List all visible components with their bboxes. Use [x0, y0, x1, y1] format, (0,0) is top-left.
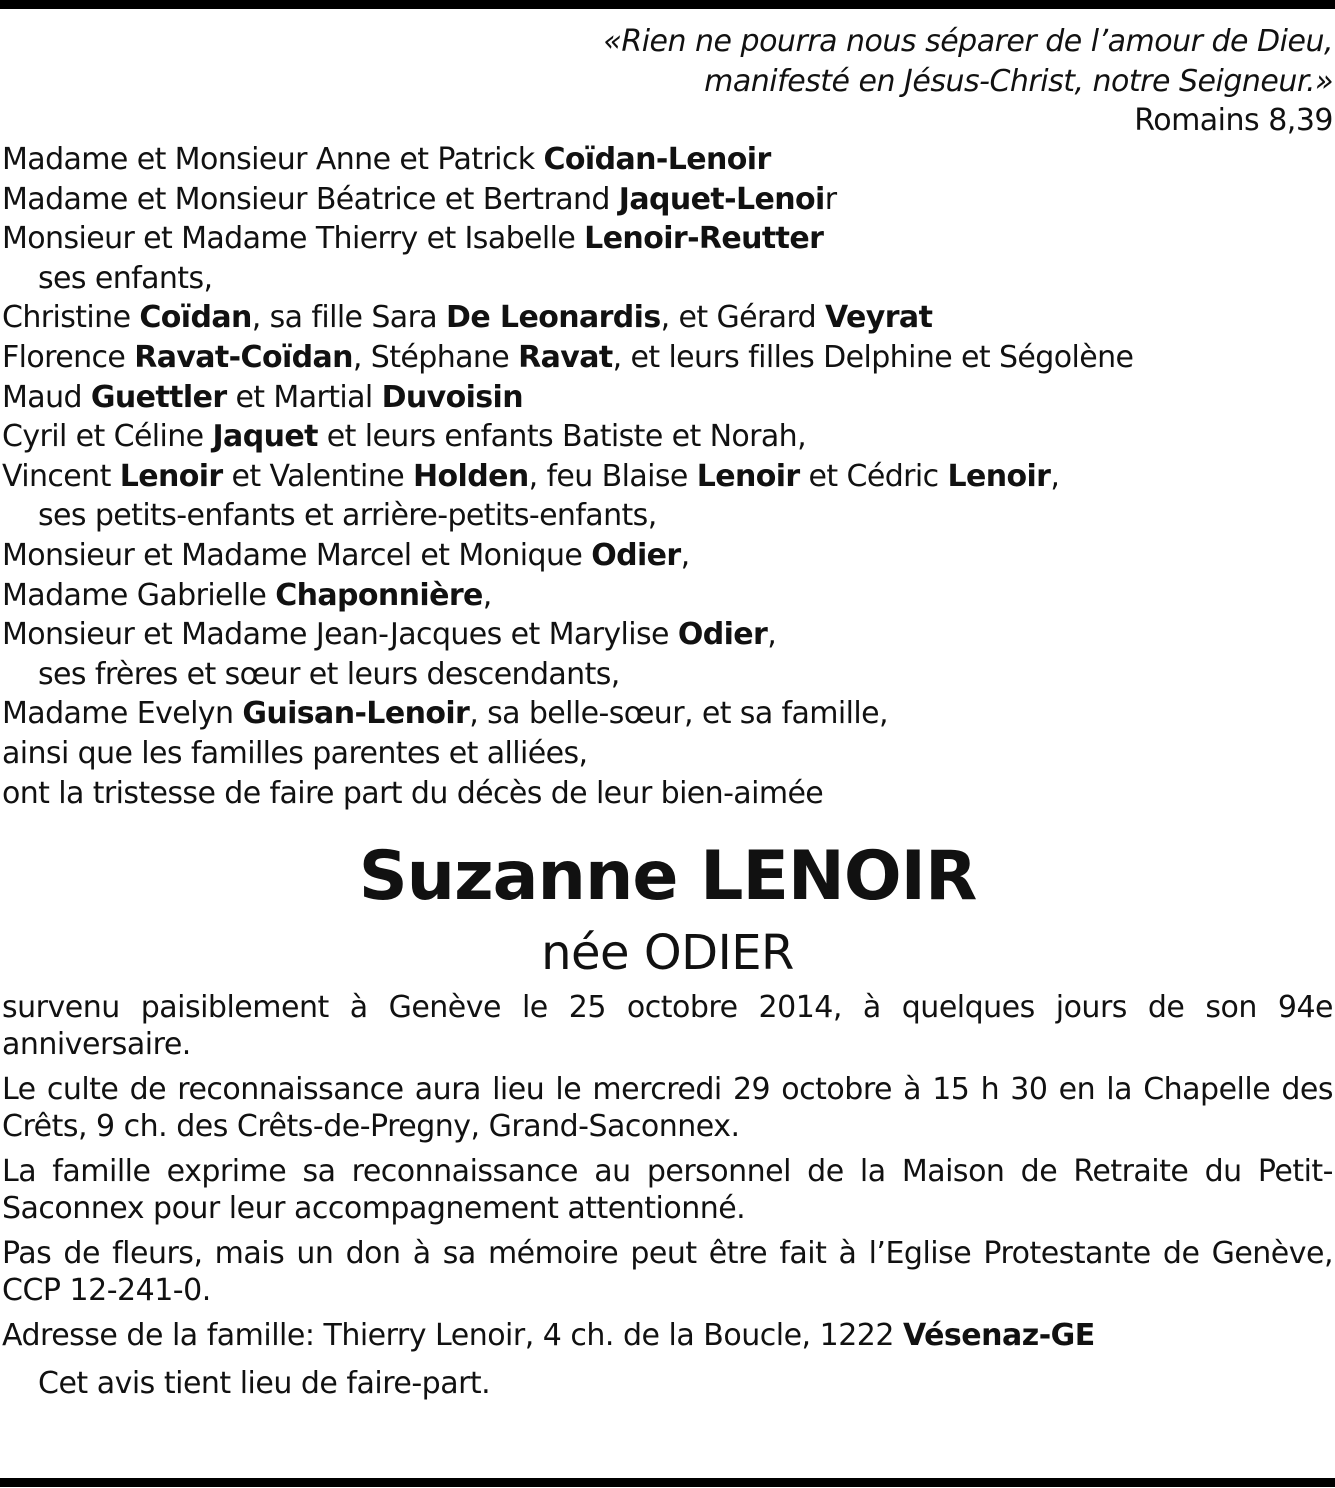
notice-paragraph [2, 1235, 1333, 1309]
text-run: ses enfants, [38, 260, 213, 296]
text-run: et Martial [226, 379, 382, 415]
surname: Jaquet-Lenoi [618, 181, 825, 217]
family-line [2, 338, 1333, 378]
text-run: ses frères et sœur et leurs descendants, [38, 656, 620, 692]
text-run: et Valentine [222, 458, 413, 494]
family-line [2, 734, 1333, 774]
text-run: ses petits-enfants et arrière-petits-enfants, [38, 498, 657, 534]
surname: Coïdan-Lenoir [543, 142, 771, 177]
family-line [2, 180, 1333, 220]
surname: Lenoir [696, 458, 800, 494]
text-run: ont la tristesse de faire part du décès de leur bien-aimée [2, 775, 824, 811]
surname: Duvoisin [381, 379, 523, 415]
family-line [2, 694, 1333, 734]
surname: Ravat-Coïdan [134, 339, 353, 375]
closing-line: Cet avis tient lieu de faire-part. [38, 1366, 491, 1402]
surname: Vésenaz-GE [903, 1318, 1095, 1354]
text-run: Cyril et Céline [2, 419, 213, 455]
surname: Holden [413, 458, 529, 494]
text-run: Vincent [2, 458, 120, 494]
text-run: Madame et Monsieur Béatrice et Bertrand [2, 181, 619, 217]
text-run: La famille exprime sa reconnaissance au personnel de la Maison de Retraite du Petit-Saconnex pour leur accompagnement attentionné. [2, 1154, 1333, 1227]
family-line [2, 417, 1333, 457]
notice-paragraphs [2, 989, 1333, 1354]
text-run: , et Gérard [660, 300, 826, 336]
text-run: Madame et Monsieur Anne et Patrick [2, 142, 544, 177]
text-run: , et leurs filles Delphine et Ségolène [612, 339, 1134, 375]
family-line [2, 655, 1333, 695]
text-run: , [680, 537, 690, 573]
text-run: , Stéphane [352, 339, 519, 375]
notice-content [2, 22, 1333, 1404]
surname: Guisan-Lenoir [242, 696, 470, 732]
text-run: , [767, 617, 777, 653]
surname: Chaponnière [275, 577, 483, 613]
surname: Odier [591, 537, 681, 573]
surname: De Leonardis [446, 300, 661, 336]
family-line [2, 576, 1333, 616]
text-run: Adresse de la famille: Thierry Lenoir, 4 ch. de la Boucle, 1222 [2, 1318, 903, 1354]
surname: Ravat [518, 339, 613, 375]
family-line [2, 457, 1333, 497]
surname: Guettler [90, 379, 227, 415]
deceased-name: Suzanne LENOIR [358, 837, 977, 917]
text-run: Monsieur et Madame Jean-Jacques et Marylise [2, 617, 678, 653]
surname: Jaquet [212, 419, 318, 455]
text-run: , sa belle-sœur, et sa famille, [469, 696, 888, 732]
text-run: Madame Evelyn [2, 696, 243, 732]
text-run: , sa fille Sara [251, 300, 447, 336]
text-run: et Cédric [799, 458, 948, 494]
notice-paragraph [2, 1317, 1333, 1354]
text-run: et leurs enfants Batiste et Norah, [317, 419, 807, 455]
maiden-name: née ODIER [541, 925, 794, 982]
text-run: Monsieur et Madame Marcel et Monique [2, 537, 592, 573]
text-run: Maud [2, 379, 91, 415]
text-run: Florence [2, 339, 135, 375]
verse-line-2: manifesté en Jésus-Christ, notre Seigneur.» [704, 64, 1333, 99]
surname: Lenoir [947, 458, 1051, 494]
family-line [2, 298, 1333, 338]
surname: Veyrat [825, 300, 933, 336]
text-run: , [1050, 458, 1060, 494]
text-run: ainsi que les familles parentes et alliées, [2, 735, 588, 771]
bottom-rule [0, 1478, 1335, 1487]
text-run: , feu Blaise [528, 458, 697, 494]
text-run: , [482, 577, 492, 613]
text-run: Pas de fleurs, mais un don à sa mémoire peut être fait à l’Eglise Protestante de Genève, CCP 12-241-0. [2, 1236, 1333, 1309]
text-run: Le culte de reconnaissance aura lieu le mercredi 29 octobre à 15 h 30 en la Chapelle des Crêts, 9 ch. des Crêts-de-Pregny, Grand-Saconnex. [2, 1072, 1333, 1145]
text-run: Madame Gabrielle [2, 577, 276, 613]
family-list [2, 140, 1333, 813]
family-line [2, 378, 1333, 418]
family-line [2, 615, 1333, 655]
family-line [2, 140, 1333, 180]
family-line [2, 259, 1333, 299]
text-run: Monsieur et Madame Thierry et Isabelle [2, 221, 585, 257]
text-run: r [824, 181, 837, 217]
family-line [2, 219, 1333, 259]
notice-paragraph [2, 989, 1333, 1063]
verse-line-1: «Rien ne pourra nous séparer de l’amour de Dieu, [603, 24, 1333, 59]
family-line [2, 496, 1333, 536]
text-run: survenu paisiblement à Genève le 25 octobre 2014, à quelques jours de son 94e anniversaire. [2, 990, 1333, 1063]
surname: Odier [677, 617, 768, 653]
notice-paragraph [2, 1153, 1333, 1227]
family-line [2, 536, 1333, 576]
text-run: Christine [2, 300, 140, 336]
surname: Lenoir [119, 458, 223, 494]
surname: Lenoir-Reutter [584, 221, 824, 257]
top-rule [0, 0, 1335, 9]
verse-reference: Romains 8,39 [1134, 103, 1333, 138]
family-line [2, 774, 1333, 814]
surname: Coïdan [139, 300, 252, 336]
notice-paragraph [2, 1071, 1333, 1145]
